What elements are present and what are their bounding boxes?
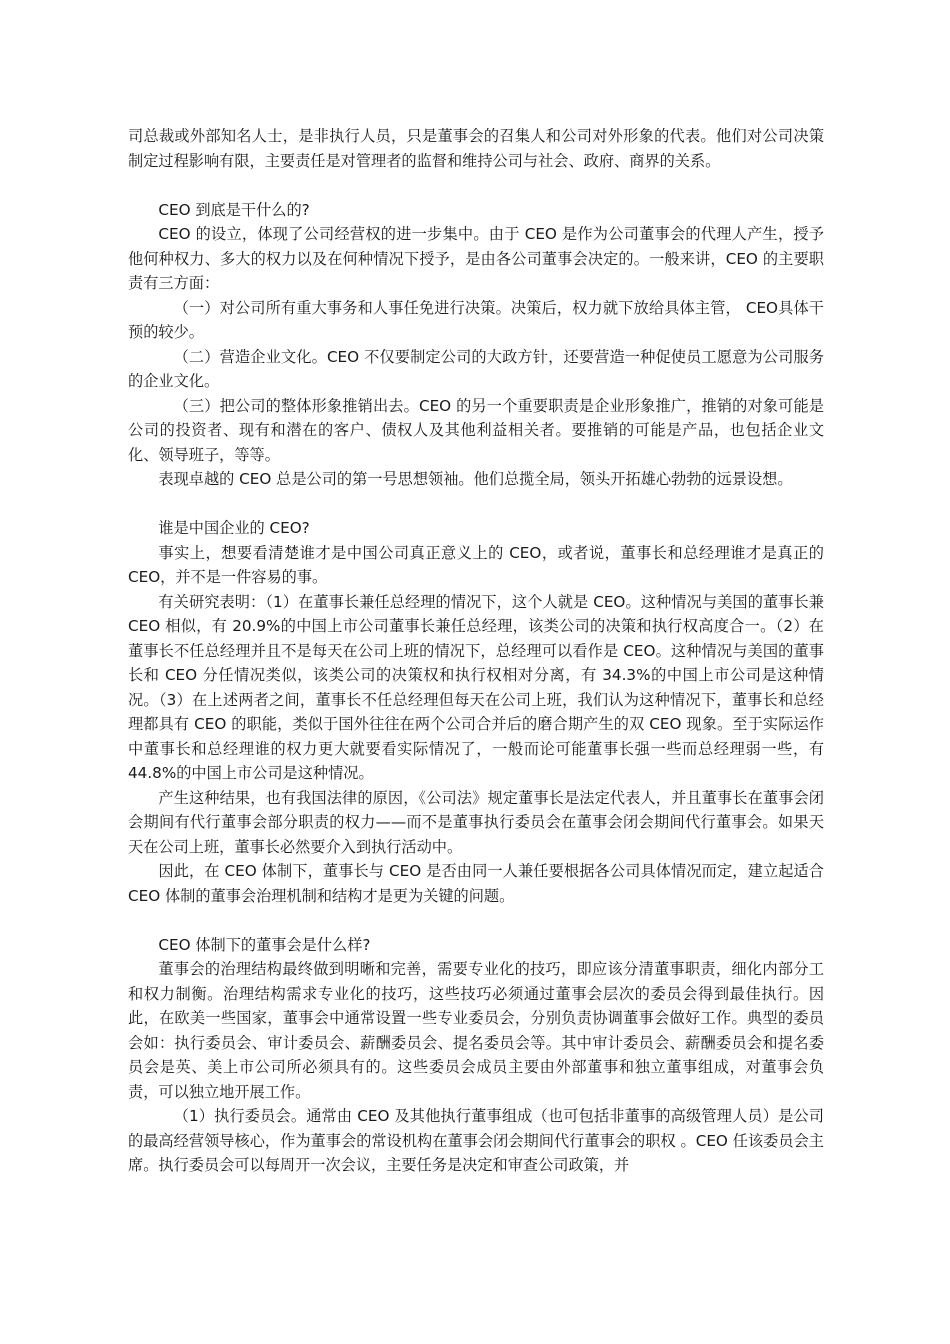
list-item: （一）对公司所有重大事务和人事任免进行决策。决策后，权力就下放给具体主管， CEO具体干预的较少。 [128,298,824,341]
list-item: （二）营造企业文化。CEO 不仅要制定公司的大政方针，还要营造一种促使员工愿意为公司服务的企业文化。 [128,347,824,390]
paragraph: 表现卓越的 CEO 总是公司的第一号思想领袖。他们总揽全局，领头开拓雄心勃勃的远景设想。 [158,470,793,488]
section-heading-ceo-role: CEO 到底是干什么的? [158,200,310,219]
section-heading-board: CEO 体制下的董事会是什么样? [158,935,371,954]
spacer [128,492,824,517]
list-item: （三）把公司的整体形象推销出去。CEO 的另一个重要职责是企业形象推广，推销的对象可能是公司的投资者、现有和潜在的客户、债权人及其他利益相关者。要推销的可能是产品，也包括企业文化、领导班子，等等。 [128,396,824,464]
section-heading-who-is-ceo: 谁是中国企业的 CEO? [158,519,310,537]
list-item: （1）执行委员会。通常由 CEO 及其他执行董事组成（也可包括非董事的高级管理人员）是公司的最高经营领导核心，作为董事会的常设机构在董事会闭会期间代行董事会的职权 。CEO 任该委员会主席。执行委员会可以每周开一次会议，主要任务是决定和审查公司政策，并 [128,1107,824,1174]
document-page [128,124,824,1178]
paragraph: 因此，在 CEO 体制下，董事长与 CEO 是否由同一人兼任要根据各公司具体情况而定，建立起适合 CEO 体制的董事会治理机制和结构才是更为关键的问题。 [128,862,824,905]
spacer [128,173,824,198]
paragraph-continuation: 司总裁或外部知名人士，是非执行人员，只是董事会的召集人和公司对外形象的代表。他们对公司决策制定过程影响有限，主要责任是对管理者的监督和维持公司与社会、政府、商界的关系。 [128,127,824,170]
paragraph: 产生这种结果，也有我国法律的原因，《公司法》规定董事长是法定代表人，并且董事长在董事会闭会期间有代行董事会部分职责的权力——而不是董事执行委员会在董事会闭会期间代行董事会。如果天天在公司上班，董事长必然要介入到执行活动中。 [128,788,824,856]
paragraph: 有关研究表明：（1）在董事长兼任总经理的情况下，这个人就是 CEO。这种情况与美国的董事长兼 CEO 相似，有 20.9%的中国上市公司董事长兼任总经理，该类公司的决策和执行权高度合一。（2）在董事长不任总经理并且不是每天在公司上班的情况下，总经理可以看作是 CEO。这种情况与美国的董事长和 CEO 分任情况类似，该类公司的决策权和执行权相对分离，有 34.3%的中国上市公司是这种情况。（3）在上述两者之间，董事长不任总经理但每天在公司上班，我们认为这种情况下，董事长和总经理都具有 CEO 的职能，类似于国外往往在两个公司合并后的磨合期产生的双 CEO 现象。至于实际运作中董事长和总经理谁的权力更大就要看实际情况了，一般而论可能董事长强一些而总经理弱一些，有 44.8%的中国上市公司是这种情况。 [128,592,824,782]
paragraph: 董事会的治理结构最终做到明晰和完善，需要专业化的技巧，即应该分清董事职责，细化内部分工和权力制衡。治理结构需求专业化的技巧，这些技巧必须通过董事会层次的委员会得到最佳执行。因此，在欧美一些国家，董事会中通常设置一些专业委员会，分别负责协调董事会做好工作。典型的委员会如：执行委员会、审计委员会、薪酬委员会、提名委员会等。其中审计委员会、薪酬委员会和提名委员会是英、美上市公司所必须具有的。这些委员会成员主要由外部董事和独立董事组成，对董事会负责，可以独立地开展工作。 [128,960,824,1101]
spacer [128,908,824,933]
paragraph: 事实上，想要看清楚谁才是中国公司真正意义上的 CEO，或者说，董事长和总经理谁才是真正的 CEO，并不是一件容易的事。 [128,543,824,586]
paragraph: CEO 的设立，体现了公司经营权的进一步集中。由于 CEO 是作为公司董事会的代理人产生，授予他何种权力、多大的权力以及在何种情况下授予，是由各公司董事会决定的。一般来讲，CEO 的主要职责有三方面： [128,225,824,292]
